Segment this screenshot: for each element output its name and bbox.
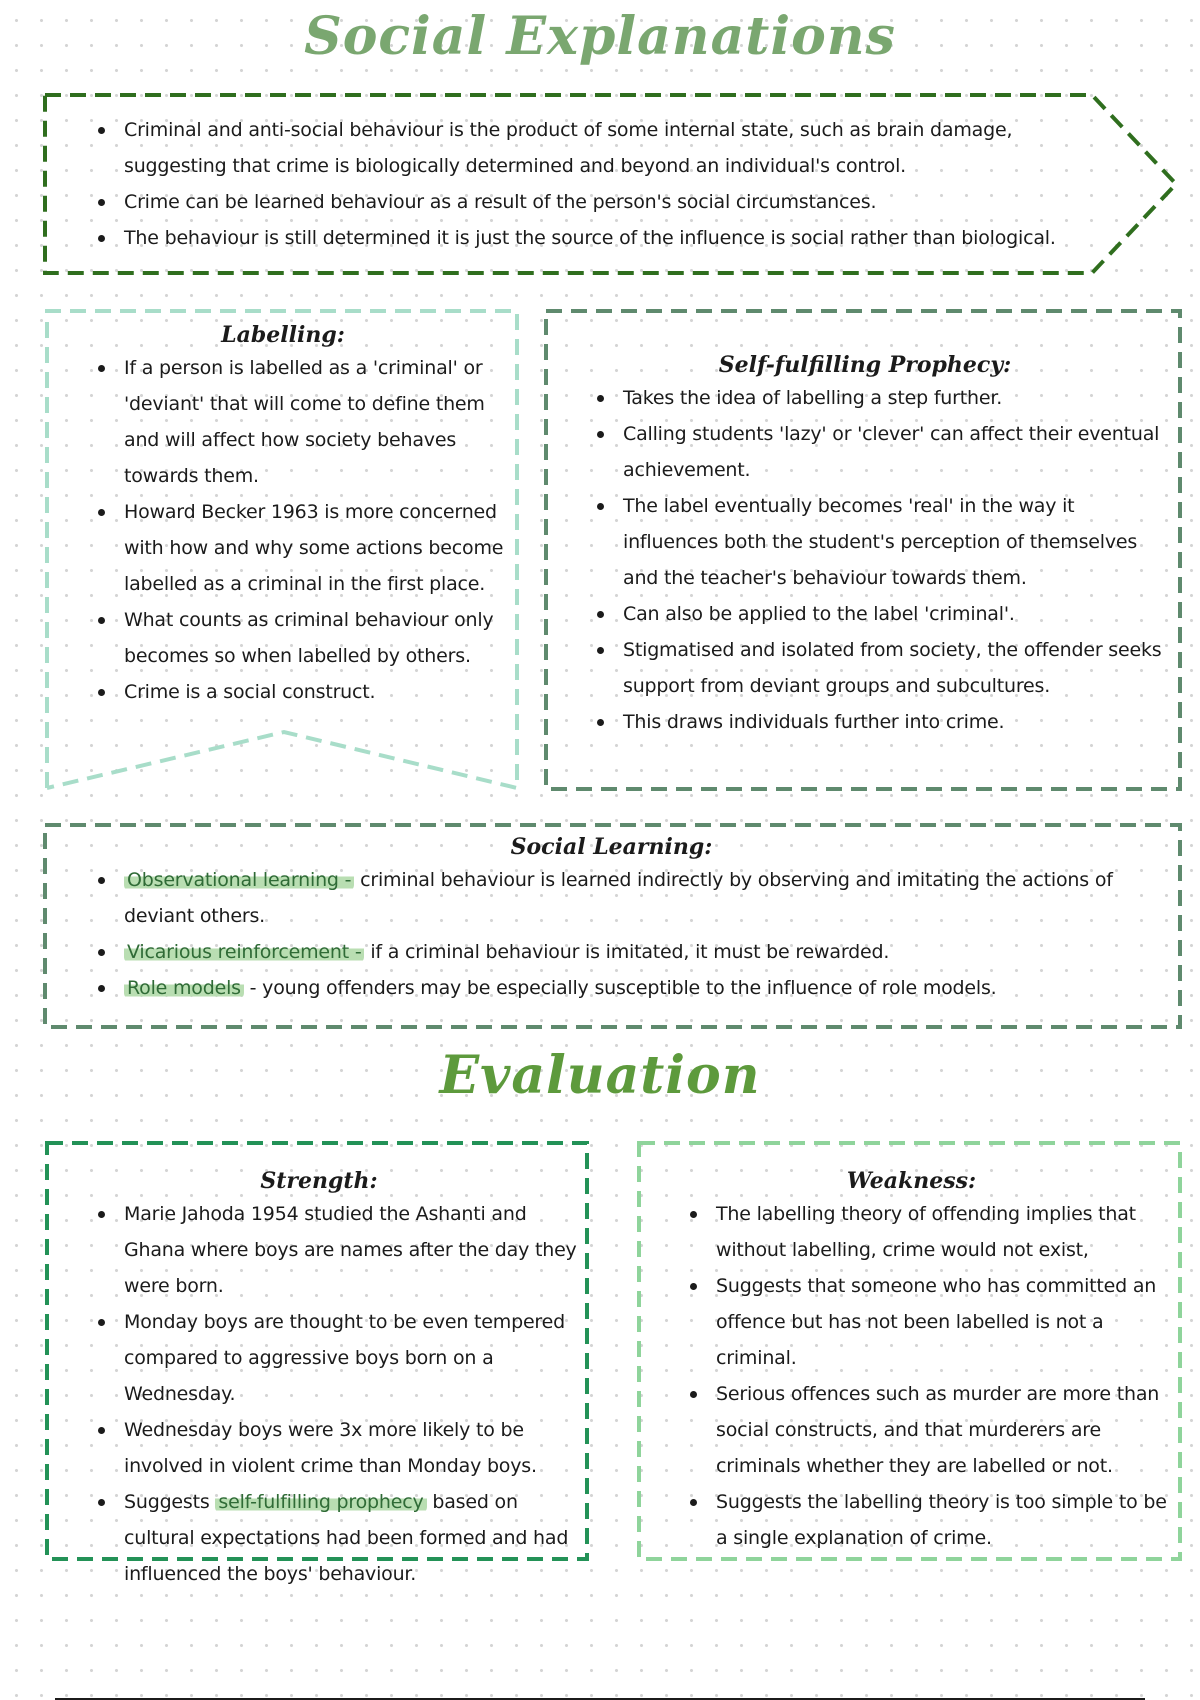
strength-heading: Strength: [260,1168,378,1194]
strength-box [44,1140,590,1585]
labelling-box [44,308,520,792]
list-item: Takes the idea of labelling a step further. [623,380,1173,416]
list-item: Calling students 'lazy' or 'clever' can affect their eventual achievement. [623,416,1173,488]
item-text: if a criminal behaviour is imitated, it must be rewarded. [364,941,890,963]
item-text: - young offenders may be especially susceptible to the influence of role models. [243,977,997,999]
page-title: Social Explanations [304,6,896,67]
list-item: What counts as criminal behaviour only becomes so when labelled by others. [124,602,508,674]
highlighted-term: Observational learning - [124,869,354,891]
intro-list [98,112,1092,256]
weakness-box [636,1140,1183,1562]
item-text: criminal behaviour is learned indirectly by observing and imitating the actions of deviant others. [124,869,1113,927]
list-item: Criminal and anti-social behaviour is the product of some internal state, such as brain damage, suggesting that crime is biologically determined and beyond an individual's control. [124,112,1092,184]
list-item: Wednesday boys were 3x more likely to be involved in violent crime than Monday boys. [124,1412,580,1484]
list-item: The label eventually becomes 'real' in the way it influences both the student's perception of themselves and the teacher's behaviour towards them. [623,488,1173,596]
prophecy-heading: Self-fulfilling Prophecy: [718,352,1012,378]
weakness-heading: Weakness: [846,1168,977,1194]
social-learning-heading: Social Learning: [510,834,713,860]
list-item: If a person is labelled as a 'criminal' or 'deviant' that will come to define them and will affect how society behaves towards them. [124,350,508,494]
list-item: The behaviour is still determined it is just the source of the influence is social rather than biological. [124,220,1092,256]
list-item [124,862,1165,934]
social-learning-list [98,862,1165,1006]
list-item: Suggests that someone who has committed an offence but has not been labelled is not a criminal. [716,1268,1173,1376]
list-item: Monday boys are thought to be even tempered compared to aggressive boys born on a Wednesday. [124,1304,580,1412]
item-text: Suggests [124,1491,216,1513]
list-item: Serious offences such as murder are more than social constructs, and that murderers are criminals whether they are labelled or not. [716,1376,1173,1484]
labelling-list [98,350,508,710]
highlighted-term: self-fulfilling prophecy [215,1491,426,1513]
labelling-heading: Labelling: [221,322,345,348]
list-item [124,970,1165,1006]
highlighted-term: Vicarious reinforcement - [124,941,364,963]
list-item: Marie Jahoda 1954 studied the Ashanti and Ghana where boys are names after the day they were born. [124,1196,580,1304]
prophecy-box [543,308,1183,792]
intro-box [42,92,1182,276]
list-item: Crime is a social construct. [124,674,508,710]
list-item [124,1484,580,1592]
list-item: The labelling theory of offending implies that without labelling, crime would not exist, [716,1196,1173,1268]
strength-list [98,1196,580,1592]
list-item: Suggests the labelling theory is too simple to be a single explanation of crime. [716,1484,1173,1556]
list-item: Stigmatised and isolated from society, the offender seeks support from deviant groups and subcultures. [623,632,1173,704]
highlighted-term: Role models [124,977,244,999]
item-text: based on cultural expectations had been formed and had influenced the boys' behaviour. [124,1491,569,1585]
list-item: Can also be applied to the label 'criminal'. [623,596,1173,632]
evaluation-title: Evaluation [439,1045,761,1106]
list-item: This draws individuals further into crime. [623,704,1173,740]
list-item: Crime can be learned behaviour as a result of the person's social circumstances. [124,184,1092,220]
list-item [124,934,1165,970]
list-item: Howard Becker 1963 is more concerned with how and why some actions become labelled as a criminal in the first place. [124,494,508,602]
social-learning-box [42,822,1183,1030]
prophecy-list [597,380,1173,740]
weakness-list [690,1196,1173,1556]
